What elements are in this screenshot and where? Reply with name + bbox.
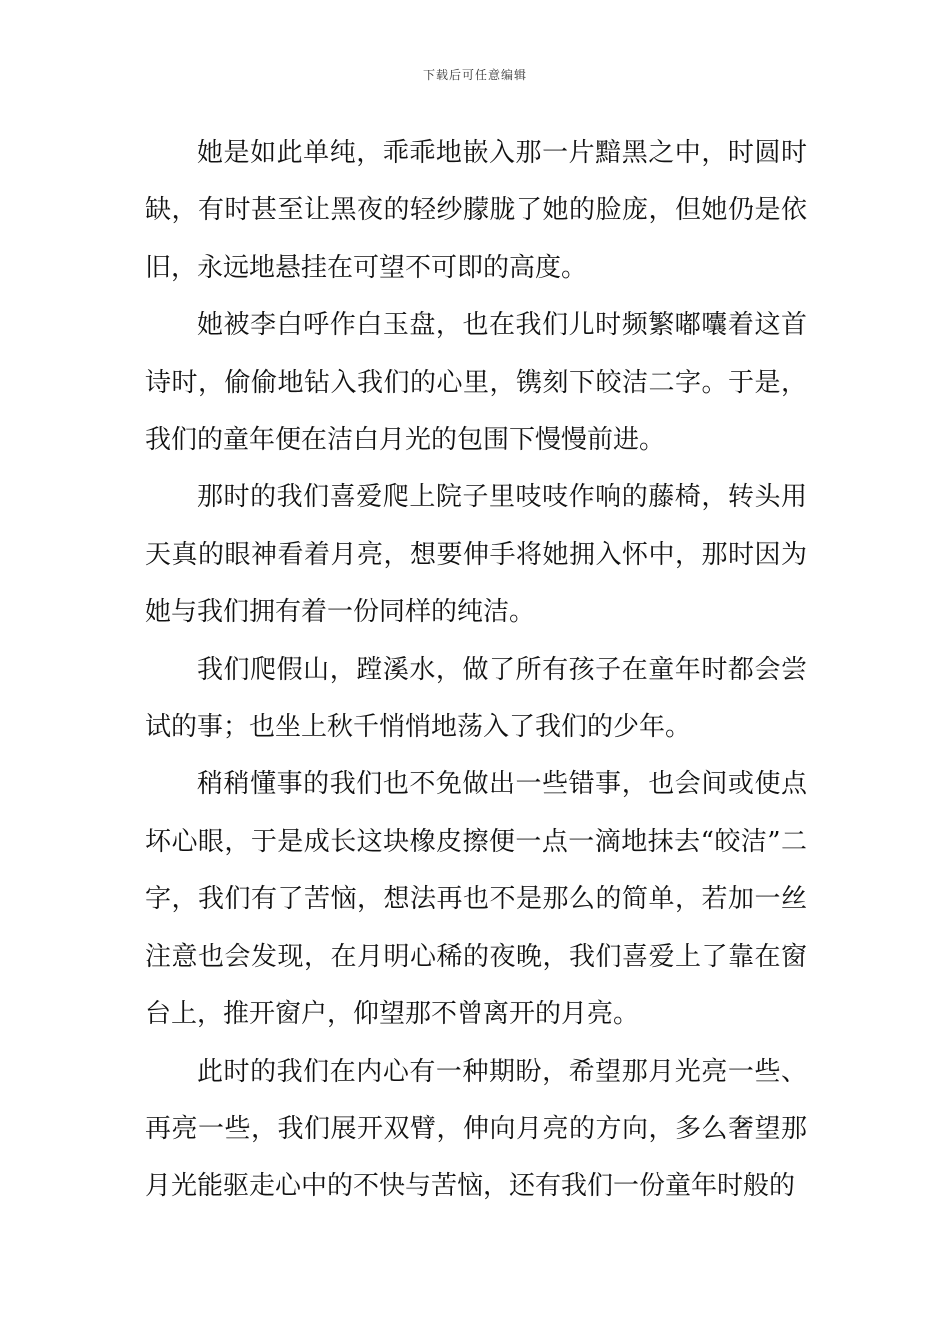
paragraph-5: 稍稍懂事的我们也不免做出一些错事，也会间或使点坏心眼，于是成长这块橡皮擦便一点一滴地抹去“皎洁”二字，我们有了苦恼，想法再也不是那么的简单，若加一丝注意也会发现，在月明心稀的夜晚，我们喜爱上了靠在窗台上，推开窗户，仰望那不曾离开的月亮。 [145, 769, 807, 1030]
paragraph-4: 我们爬假山，蹚溪水，做了所有孩子在童年时都会尝试的事；也坐上秋千悄悄地荡入了我们的少年。 [145, 654, 807, 743]
page-header: 下载后可任意编辑 [422, 68, 527, 82]
article-body [145, 125, 807, 1216]
paragraph-1: 她是如此单纯，乖乖地嵌入那一片黯黑之中，时圆时缺，有时甚至让黑夜的轻纱朦胧了她的脸庞，但她仍是依旧，永远地悬挂在可望不可即的高度。 [145, 138, 807, 283]
paragraph-3: 那时的我们喜爱爬上院子里吱吱作响的藤椅，转头用天真的眼神看着月亮，想要伸手将她拥入怀中，那时因为她与我们拥有着一份同样的纯洁。 [145, 482, 807, 628]
paragraph-2: 她被李白呼作白玉盘，也在我们儿时频繁嘟囔着这首诗时，偷偷地钻入我们的心里，镌刻下皎洁二字。于是，我们的童年便在洁白月光的包围下慢慢前进。 [145, 310, 807, 456]
paragraph-6: 此时的我们在内心有一种期盼，希望那月光亮一些、再亮一些，我们展开双臂，伸向月亮的方向，多么奢望那月光能驱走心中的不快与苦恼，还有我们一份童年时般的 [145, 1056, 807, 1202]
